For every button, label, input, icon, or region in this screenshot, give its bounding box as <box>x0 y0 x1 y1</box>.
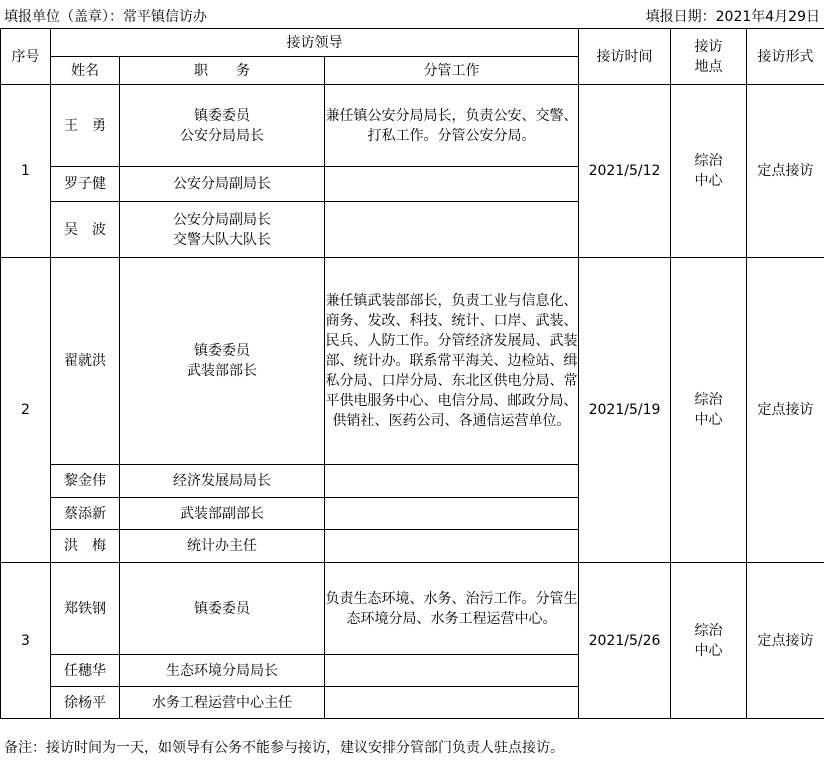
leader-position: 统计办主任 <box>120 530 325 563</box>
form-header: 接访形式 <box>747 29 824 85</box>
leader-duty <box>325 530 579 563</box>
leader-name: 徐杨平 <box>51 687 120 719</box>
table-row <box>1 258 824 465</box>
leader-duty <box>325 167 579 202</box>
reception-time: 2021/5/26 <box>579 563 671 719</box>
seq-cell: 3 <box>1 563 51 719</box>
table-row <box>1 85 824 167</box>
leader-position: 镇委委员 武装部部长 <box>120 258 325 465</box>
reporting-unit: 填报单位（盖章）：常平镇信访办 <box>4 9 207 25</box>
leader-name: 翟就洪 <box>51 258 120 465</box>
reception-form: 定点接访 <box>747 563 824 719</box>
leader-duty: 兼任镇武装部部长，负责工业与信息化、商务、发改、科技、统计、口岸、武装、民兵、人防工作。分管经济发展局、武装部、统计办。联系常平海关、边检站、缉私分局、口岸分局、东北区供电分局、常平供电服务中心、电信分局、邮政分局、供销社、医药公司、各通信运营单位。 <box>325 258 579 465</box>
leader-name: 洪 梅 <box>51 530 120 563</box>
leader-position: 水务工程运营中心主任 <box>120 687 325 719</box>
leader-duty <box>325 498 579 530</box>
table-row <box>1 563 824 655</box>
seq-header: 序号 <box>1 29 51 85</box>
leader-duty: 兼任镇公安分局局长，负责公安、交警、打私工作。分管公安分局。 <box>325 85 579 167</box>
name-header: 姓名 <box>51 57 120 85</box>
leader-position: 经济发展局局长 <box>120 465 325 498</box>
leader-name: 郑铁钢 <box>51 563 120 655</box>
leader-position: 公安分局副局长 <box>120 167 325 202</box>
seq-cell: 2 <box>1 258 51 563</box>
leader-duty <box>325 687 579 719</box>
reception-schedule-table <box>0 28 824 719</box>
leader-name: 蔡添新 <box>51 498 120 530</box>
reception-form: 定点接访 <box>747 258 824 563</box>
seq-cell: 1 <box>1 85 51 258</box>
leader-name: 任穗华 <box>51 655 120 687</box>
leader-position: 镇委委员 <box>120 563 325 655</box>
reception-location: 综治 中心 <box>671 85 747 258</box>
leader-position: 镇委委员 公安分局局长 <box>120 85 325 167</box>
position-header: 职 务 <box>120 57 325 85</box>
leaders-group-header: 接访领导 <box>51 29 579 57</box>
reception-location: 综治 中心 <box>671 258 747 563</box>
leader-name: 王 勇 <box>51 85 120 167</box>
location-header: 接访 地点 <box>671 29 747 85</box>
duty-header: 分管工作 <box>325 57 579 85</box>
leader-name: 吴 波 <box>51 202 120 258</box>
report-header <box>0 0 824 28</box>
reception-form: 定点接访 <box>747 85 824 258</box>
leader-name: 罗子健 <box>51 167 120 202</box>
leader-duty <box>325 202 579 258</box>
header-row-1 <box>1 29 824 57</box>
report-date: 填报日期：2021年4月29日 <box>645 9 820 25</box>
leader-duty <box>325 465 579 498</box>
time-header: 接访时间 <box>579 29 671 85</box>
leader-position: 公安分局副局长 交警大队大队长 <box>120 202 325 258</box>
leader-position: 生态环境分局局长 <box>120 655 325 687</box>
reception-time: 2021/5/12 <box>579 85 671 258</box>
leader-position: 武装部副部长 <box>120 498 325 530</box>
leader-name: 黎金伟 <box>51 465 120 498</box>
reception-location: 综治 中心 <box>671 563 747 719</box>
leader-duty: 负责生态环境、水务、治污工作。分管生态环境分局、水务工程运营中心。 <box>325 563 579 655</box>
footnote: 备注：接访时间为一天，如领导有公务不能参与接访，建议安排分管部门负责人驻点接访。 <box>4 740 564 756</box>
reception-time: 2021/5/19 <box>579 258 671 563</box>
leader-duty <box>325 655 579 687</box>
